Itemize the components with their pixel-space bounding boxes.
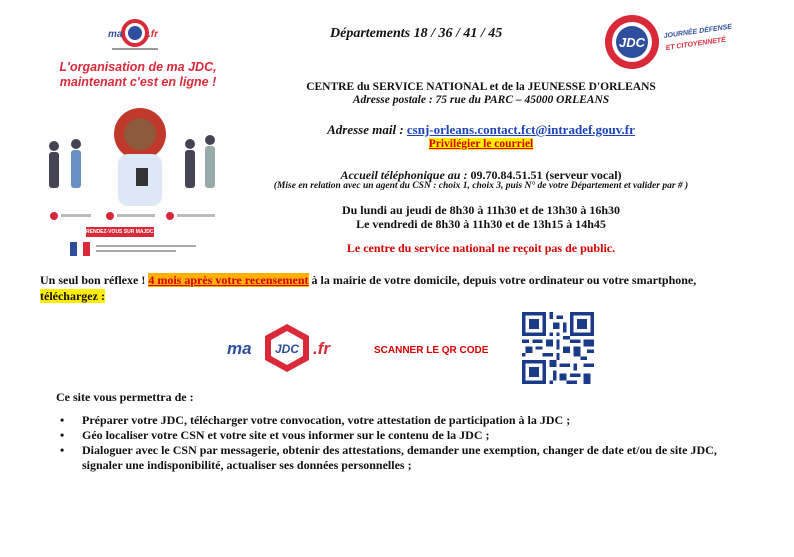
svg-text:.fr: .fr [313, 339, 330, 358]
departements-title: Départements 18 / 36 / 41 / 45 [330, 26, 503, 41]
svg-text:ma: ma [227, 339, 252, 358]
people-illustration-icon [44, 94, 228, 206]
qr-code-icon[interactable] [522, 312, 594, 384]
list-item: • Préparer votre JDC, télécharger votre convocation, votre attestation de participation à la JDC ; [60, 413, 720, 428]
poster-badge [86, 227, 162, 237]
accueil-label: Accueil téléphonique au : [340, 168, 471, 182]
mail-line [256, 122, 706, 138]
mail-link[interactable]: csnj-orleans.contact.fct@intradef.gouv.fr [406, 122, 635, 137]
horaires-lundi-jeudi: Du lundi au jeudi de 8h30 à 11h30 et de 13h30 à 16h30 [341, 203, 621, 217]
majdc-poster [40, 14, 230, 259]
svg-text:ma: ma [108, 29, 123, 40]
poster-badge-text: RENDEZ-VOUS SUR MAJDC.FR [86, 229, 162, 235]
poster-headline-line2: maintenant c'est en ligne ! [59, 75, 217, 89]
reflexe-highlight: 4 mois après votre recensement [148, 273, 309, 287]
site-features-list [60, 413, 720, 473]
svg-text:JDC: JDC [274, 342, 300, 356]
svg-text:JOURNÉE DÉFENSE: JOURNÉE DÉFENSE [663, 23, 733, 40]
majdc-small-logo-icon [100, 18, 170, 54]
mail-label: Adresse mail : [327, 122, 407, 137]
reflexe-paragraph [40, 272, 760, 304]
scanner-qr-label: SCANNER LE QR CODE [374, 345, 489, 356]
phone-number: 09.70.84.51.51 (serveur vocal) [470, 168, 622, 182]
reflexe-part2: à la mairie de votre domicile, depuis votre ordinateur ou votre smartphone, [308, 273, 697, 287]
poster-headline-line1: L'organisation de ma JDC, [59, 60, 217, 74]
svg-text:.fr: .fr [148, 29, 158, 40]
svg-text:JDC: JDC [618, 35, 646, 50]
centre-title: CENTRE du SERVICE NATIONAL et de la JEUNESSE D'ORLEANS [306, 81, 656, 93]
privilegier-courriel [256, 138, 706, 150]
poster-icons-strip-icon [46, 208, 222, 224]
poster-headline [54, 60, 222, 90]
reflexe-part1: Un seul bon réflexe ! [40, 273, 149, 287]
horaires-vendredi: Le vendredi de 8h30 à 11h30 et de 13h15 à 14h45 [356, 217, 606, 231]
privilegier-text: Privilégier le courriel [428, 138, 534, 150]
list-item: • Géo localiser votre CSN et votre site et vous informer sur le contenu de la JDC ; [60, 428, 720, 443]
site-intro: Ce site vous permettra de : [56, 390, 194, 404]
adresse-postale: Adresse postale : 75 rue du PARC – 45000 ORLEANS [352, 94, 610, 106]
majdc-logo-icon[interactable] [225, 320, 350, 376]
mise-en-relation: (Mise en relation avec un agent du CSN : choix 1, choix 3, puis N° de votre Département et valider par # ) [273, 181, 689, 191]
reflexe-telechargez: téléchargez : [40, 289, 105, 303]
list-item: • Dialoguer avec le CSN par messagerie, obtenir des attestations, demander une exemption, changer de date et/ou de site JDC, signaler une indisponibilité, actualiser ses données personnelles ; [60, 443, 720, 473]
jdc-logo-icon [604, 12, 733, 74]
public-notice: Le centre du service national ne reçoit pas de public. [346, 241, 616, 255]
french-flag-icon [70, 242, 90, 256]
poster-footer-lines-icon [96, 243, 206, 255]
svg-text:ET CITOYENNETÉ: ET CITOYENNETÉ [665, 36, 727, 52]
